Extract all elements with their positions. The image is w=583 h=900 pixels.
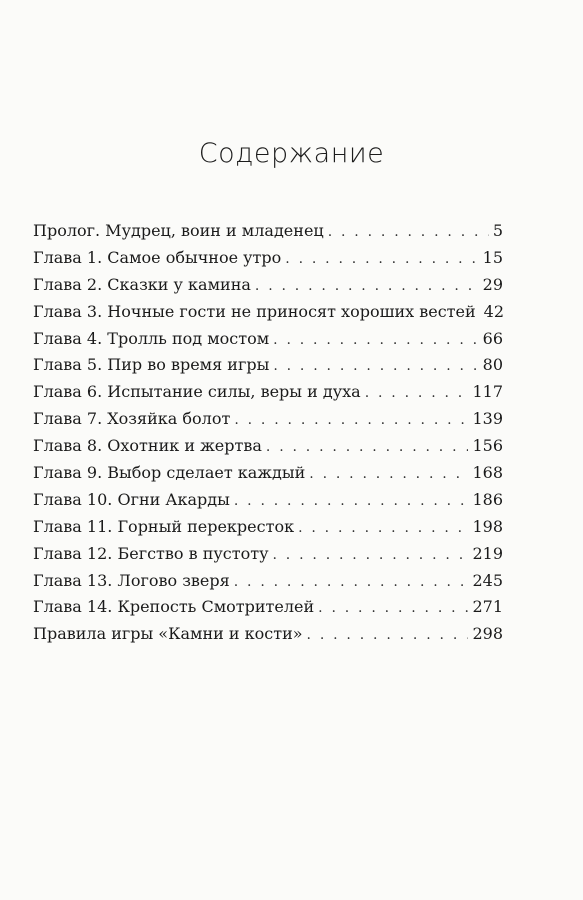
toc-entry-page: 117 (472, 382, 503, 402)
toc-entry-page: 298 (472, 624, 503, 644)
toc-entry-page: 271 (472, 597, 503, 617)
toc-entry-chapter-9 (33, 460, 503, 487)
toc-entry-label: Правила игры «Камни и кости» (33, 624, 303, 644)
toc-entry-label: Глава 2. Сказки у камина (33, 274, 251, 294)
toc-entry-chapter-2 (33, 272, 503, 299)
toc-entry-chapter-5 (33, 352, 503, 379)
toc-leader-dots (273, 327, 478, 354)
toc-entry-chapter-7 (33, 406, 503, 433)
toc-entry-page: 66 (482, 328, 503, 348)
toc-entry-page: 186 (472, 489, 503, 509)
toc-leader-dots (234, 488, 469, 515)
toc-entry-label: Глава 8. Охотник и жертва (33, 436, 262, 456)
toc-entry-chapter-4 (33, 326, 503, 353)
toc-entry-label: Глава 3. Ночные гости не приносят хороших вестей (33, 301, 476, 321)
toc-entry-chapter-13 (33, 568, 503, 595)
toc-leader-dots (365, 380, 469, 407)
toc-entry-label: Глава 6. Испытание силы, веры и духа (33, 382, 361, 402)
toc-entry-chapter-14 (33, 594, 503, 621)
toc-entry-label: Глава 14. Крепость Смотрителей (33, 597, 315, 617)
toc-leader-dots (273, 542, 469, 569)
table-of-contents (33, 218, 503, 648)
toc-entry-label: Глава 4. Тролль под мостом (33, 328, 270, 348)
toc-leader-dots (234, 407, 468, 434)
toc-leader-dots (273, 353, 478, 380)
toc-entry-prologue (33, 218, 503, 245)
toc-entry-page: 219 (472, 543, 503, 563)
toc-leader-dots (266, 434, 469, 461)
toc-entry-page: 245 (472, 570, 503, 590)
toc-entry-page: 42 (483, 301, 505, 321)
toc-entry-page: 29 (482, 274, 503, 294)
toc-entry-chapter-3 (33, 299, 503, 326)
toc-entry-chapter-12 (33, 541, 503, 568)
toc-entry-chapter-1 (33, 245, 503, 272)
toc-leader-dots (298, 515, 468, 542)
toc-entry-label: Глава 9. Выбор сделает каждый (33, 463, 306, 483)
toc-entry-label: Пролог. Мудрец, воин и младенец (33, 221, 324, 240)
toc-entry-chapter-10 (33, 487, 503, 514)
toc-leader-dots (234, 569, 469, 596)
toc-entry-page: 139 (472, 409, 503, 429)
toc-entry-label: Глава 1. Самое обычное утро (33, 247, 282, 267)
toc-leader-dots (285, 246, 478, 273)
toc-entry-label: Глава 7. Хозяйка болот (33, 409, 231, 429)
toc-leader-dots (328, 219, 489, 246)
page-title: Содержание (198, 138, 385, 169)
toc-entry-page: 198 (472, 516, 503, 536)
toc-entry-label: Глава 12. Бегство в пустоту (33, 543, 269, 563)
toc-entry-page: 168 (472, 463, 503, 483)
toc-leader-dots (255, 273, 479, 300)
toc-entry-chapter-6 (33, 379, 503, 406)
toc-entry-page: 156 (472, 436, 503, 456)
toc-entry-chapter-11 (33, 514, 503, 541)
toc-leader-dots (309, 461, 468, 488)
toc-entry-label: Глава 11. Горный перекресток (33, 516, 295, 536)
toc-leader-dots (318, 595, 468, 622)
toc-leader-dots (307, 622, 469, 649)
toc-entry-page: 5 (492, 221, 503, 240)
toc-entry-game-rules (33, 621, 503, 648)
toc-entry-label: Глава 5. Пир во время игры (33, 355, 270, 375)
toc-entry-page: 80 (482, 355, 503, 375)
toc-entry-label: Глава 13. Логово зверя (33, 570, 230, 590)
toc-entry-chapter-8 (33, 433, 503, 460)
toc-entry-label: Глава 10. Огни Акарды (33, 489, 230, 509)
toc-entry-page: 15 (482, 247, 503, 267)
